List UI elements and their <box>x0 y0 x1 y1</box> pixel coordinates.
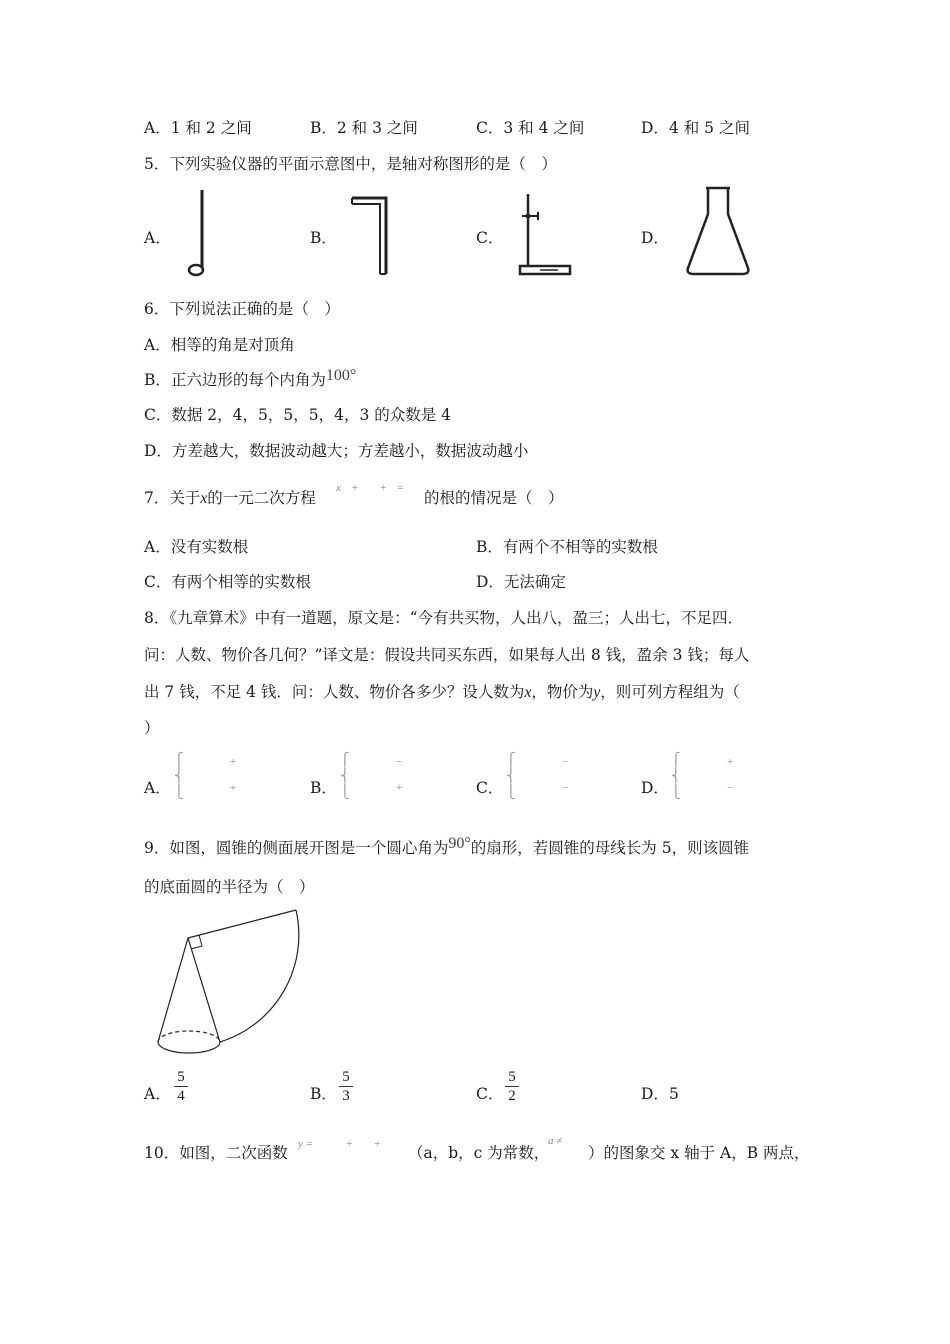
q5-option-a-label: A． <box>144 229 171 247</box>
q9-cone-figure <box>150 904 330 1064</box>
q9-line-2: 的底面圆的半径为（ ） <box>144 878 315 896</box>
q8-line-4: ） <box>144 719 160 737</box>
q9-option-b-label: B． <box>310 1085 337 1103</box>
q6-option-a: A．相等的角是对顶角 <box>144 336 295 354</box>
q5-option-b-label: B． <box>310 229 337 247</box>
q10-stem-mid: （a，b，c 为常数， <box>408 1144 550 1162</box>
q10-function: y = + + <box>298 1138 381 1150</box>
q6-option-b: B．正六边形的每个内角为100° <box>144 367 357 389</box>
q8-option-b-top: − <box>396 756 403 768</box>
q9-option-c-label: C． <box>476 1085 504 1103</box>
q8-option-c-label: C． <box>476 779 504 797</box>
q8-option-a-bottom: + <box>230 782 237 794</box>
q5-stem: 5．下列实验仪器的平面示意图中，是轴对称图形的是（ ） <box>144 155 557 173</box>
q8-line-3: 出 7 钱，不足 4 钱．问：人数、物价各多少？设人数为x，物价为y，则可列方程组为（ <box>144 683 740 701</box>
q8-option-d-bottom: − <box>727 782 734 794</box>
q4-option-a: A．1 和 2 之间 <box>144 119 252 137</box>
q8-option-a-top: + <box>230 756 237 768</box>
q5-option-d-label: D． <box>641 229 669 247</box>
q8-line-1: 8．《九章算术》中有一道题，原文是：“今有共买物，人出八，盈三；人出七，不足四． <box>144 609 744 627</box>
q7-stem: 7．关于x的一元二次方程 <box>144 489 316 507</box>
q10-condition: a ≠ <box>548 1135 563 1147</box>
q5-figure-d <box>682 184 754 280</box>
q7-equation: x + + = <box>336 482 404 494</box>
q9-option-b-fraction: 5 3 <box>338 1068 354 1105</box>
q9-line-1: 9．如图，圆锥的侧面展开图是一个圆心角为90°的扇形，若圆锥的母线长为 5，则该圆锥 <box>144 835 750 857</box>
q9-option-a-fraction: 5 4 <box>173 1068 189 1105</box>
q9-option-c-fraction: 5 2 <box>504 1068 520 1105</box>
q9-angle: 90° <box>448 835 471 852</box>
q6-stem: 6．下列说法正确的是（ ） <box>144 300 340 318</box>
q4-option-c: C．3 和 4 之间 <box>476 119 585 137</box>
q8-option-b-label: B． <box>310 779 337 797</box>
q8-option-d-top: + <box>727 756 734 768</box>
q7-option-a: A．没有实数根 <box>144 538 249 556</box>
q6-option-b-value: 100° <box>325 367 357 384</box>
q8-option-d-brace: ⎧ ⎨ ⎩ <box>671 752 681 799</box>
q7-stem-post: 的根的情况是（ ） <box>424 489 564 507</box>
q8-option-c-top: − <box>562 756 569 768</box>
q8-option-a-label: A． <box>144 779 171 797</box>
q5-figure-a <box>180 188 220 280</box>
q5-option-c-label: C． <box>476 229 504 247</box>
q8-option-b-brace: ⎧ ⎨ ⎩ <box>340 752 350 799</box>
q7-option-d: D．无法确定 <box>476 573 566 591</box>
q4-option-d: D．4 和 5 之间 <box>641 119 750 137</box>
q8-option-b-bottom: + <box>396 782 403 794</box>
q6-option-c: C．数据 2，4，5，5，5，4，3 的众数是 4 <box>144 406 452 424</box>
q8-option-d-label: D． <box>641 779 669 797</box>
q6-option-d: D．方差越大，数据波动越大；方差越小，数据波动越小 <box>144 442 529 460</box>
q8-line-2: 问：人数、物价各几何？”译文是：假设共同买东西，如果每人出 8 钱，盈余 3 钱；每人 <box>144 646 750 664</box>
q9-option-d: D．5 <box>641 1085 679 1103</box>
q5-figure-c <box>512 190 576 280</box>
q10-stem-pre: 10．如图，二次函数 <box>144 1144 288 1162</box>
q7-option-b: B．有两个不相等的实数根 <box>476 538 658 556</box>
q9-option-a-label: A． <box>144 1085 171 1103</box>
q10-stem-post: ）的图象交 x 轴于 A，B 两点， <box>588 1144 810 1162</box>
q8-option-c-bottom: − <box>562 782 569 794</box>
q4-option-b: B．2 和 3 之间 <box>310 119 418 137</box>
q7-option-c: C．有两个相等的实数根 <box>144 573 311 591</box>
q5-figure-b <box>346 194 394 280</box>
q8-option-a-brace: ⎧ ⎨ ⎩ <box>174 752 184 799</box>
q8-option-c-brace: ⎧ ⎨ ⎩ <box>506 752 516 799</box>
